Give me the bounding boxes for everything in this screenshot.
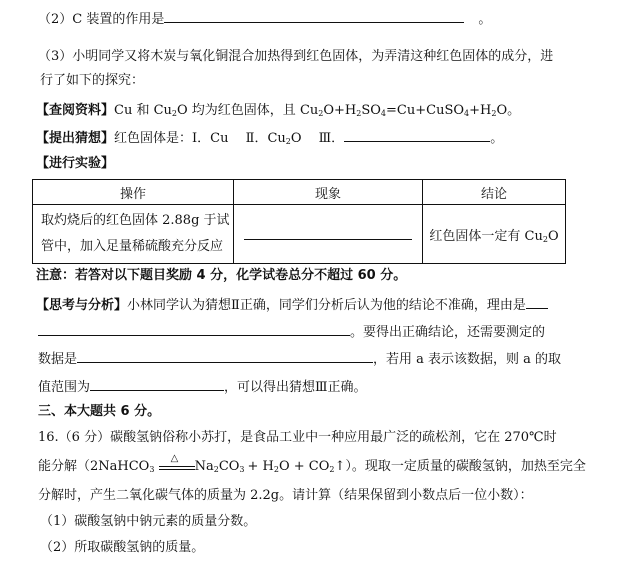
data-blank[interactable]	[77, 348, 373, 363]
consult-text-e: =Cu+CuSO	[386, 103, 465, 118]
heat-triangle-icon: △	[170, 452, 179, 464]
experiment-table	[32, 179, 566, 264]
eq-rest2: O + CO	[278, 459, 330, 474]
q3-line2: 行了如下的探究：	[40, 73, 145, 88]
header-phenomenon: 现象	[234, 180, 423, 205]
q16-line1: 16.（6 分）碳酸氢钠俗称小苏打，是食品工业中一种应用最广泛的疏松剂，它在 270℃时	[38, 430, 557, 445]
eq-end: ↑）。现取一定质量的碳酸氢钠，加热至完全	[334, 459, 586, 474]
sub: 3	[239, 465, 245, 474]
think-line3-suffix: ，若用 a 表示该数据，则 a 的取	[373, 352, 562, 367]
sub: 2	[356, 109, 362, 118]
sub: 2	[318, 109, 324, 118]
guess-tag: 【提出猜想】	[36, 131, 115, 146]
sub: 4	[380, 109, 387, 118]
q16-line3: 分解时，产生二氧化碳气体的质量为 2.2g。请计算（结果保留到小数点后一位小数）：	[38, 488, 533, 503]
q3-line1: （3）小明同学又将木炭与氧化铜混合加热得到红色固体，为弄清这种红色固体的成分，进	[38, 49, 554, 64]
sub: 2	[329, 465, 335, 474]
sub: 2	[542, 234, 548, 244]
consult-text-a: Cu 和 Cu	[114, 103, 172, 118]
heat-reaction-arrow	[159, 452, 195, 474]
eq-mid: Na	[194, 459, 214, 474]
hypothesis-3-blank[interactable]	[344, 127, 490, 142]
q16-sub-question-2: （2）所取碳酸氢钠的质量。	[40, 540, 205, 555]
range-blank[interactable]	[90, 376, 224, 391]
think-line4-prefix: 值范围为	[38, 380, 91, 395]
consult-info	[36, 101, 520, 121]
think-line4	[38, 376, 367, 398]
sub: 2	[285, 137, 291, 146]
sub: 2	[273, 465, 279, 474]
q2-suffix: 。	[478, 12, 492, 27]
consult-text-d: SO	[361, 103, 381, 118]
consult-text-b: O 均为红色固体，且 Cu	[177, 103, 319, 118]
question-2	[38, 8, 491, 30]
op-line2: 管中，加入足量稀硫酸充分反应	[41, 239, 224, 254]
bonus-note: 注意：若答对以下题目奖励 4 分，化学试卷总分不超过 60 分。	[36, 268, 407, 283]
sub: 4	[464, 109, 470, 118]
consult-text-c: O+H	[323, 103, 357, 118]
sub: 2	[491, 109, 497, 118]
think-line4-suffix: ，可以得出猜想Ⅲ正确。	[224, 380, 367, 395]
sub: 2	[213, 465, 219, 474]
cell-conclusion	[423, 205, 566, 264]
reason-blank-start[interactable]	[526, 294, 548, 309]
experiment-tag: 【进行实验】	[36, 156, 115, 171]
think-line1	[36, 294, 548, 316]
eq-co3: CO	[218, 459, 240, 474]
conclusion-text-b: O	[547, 228, 559, 244]
table-row	[33, 205, 566, 264]
think-line3-prefix: 数据是	[38, 352, 78, 367]
sub: 3	[149, 465, 155, 474]
op-line1: 取灼烧后的红色固体 2.88g 于试	[41, 213, 230, 228]
q16-equation-line	[38, 452, 586, 477]
guess-suffix: 。	[490, 131, 504, 146]
section-3-heading: 三、本大题共 6 分。	[38, 404, 161, 419]
reason-blank[interactable]	[38, 321, 350, 336]
phenomenon-blank[interactable]	[244, 225, 412, 240]
guess-text2: O Ⅲ．	[290, 131, 345, 146]
think-line2-suffix: 。要得出正确结论，还需要测定的	[350, 325, 546, 340]
q2-answer-blank[interactable]	[164, 8, 464, 23]
think-line3	[38, 348, 561, 370]
eq-prefix: 能分解（2NaHCO	[38, 459, 150, 474]
cell-phenomenon	[234, 205, 423, 264]
header-operation: 操作	[33, 180, 234, 205]
table-header-row	[33, 180, 566, 205]
q2-prefix: （2）C 装置的作用是	[38, 12, 165, 27]
guess-text: 红色固体是：Ⅰ．Cu Ⅱ．Cu	[114, 131, 286, 146]
eq-rest: + H	[247, 459, 274, 474]
hypothesis	[36, 127, 503, 149]
consult-tag: 【查阅资料】	[36, 103, 115, 118]
sub: 2	[171, 109, 178, 118]
conclusion-text-a: 红色固体一定有 Cu	[429, 228, 543, 244]
q16-sub-question-1: （1）碳酸氢钠中钠元素的质量分数。	[40, 514, 257, 529]
think-tag: 【思考与分析】	[36, 298, 128, 313]
consult-text-f: +H	[469, 103, 492, 118]
think-line2	[38, 321, 545, 343]
cell-operation	[33, 205, 234, 264]
think-line1-text: 小林同学认为猜想Ⅱ正确，同学们分析后认为他的结论不准确，理由是	[127, 298, 526, 313]
header-conclusion: 结论	[423, 180, 566, 205]
consult-text-g: O。	[496, 103, 521, 118]
